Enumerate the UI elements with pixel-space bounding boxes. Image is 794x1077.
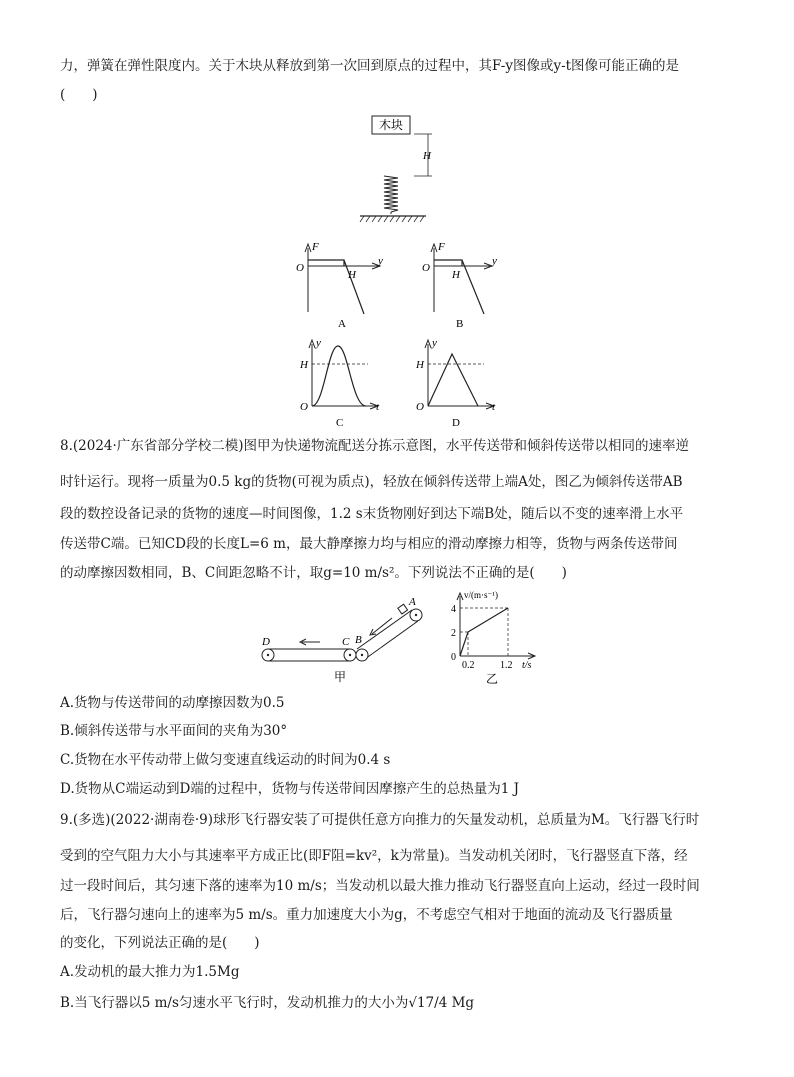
axis-label: t/s xyxy=(522,660,532,671)
wood-block-label: 木块 xyxy=(378,118,404,132)
graph-curve xyxy=(312,346,366,406)
origin-label: O xyxy=(300,401,308,413)
q7-answer-bracket: ( ) xyxy=(60,87,98,103)
option-caption: C xyxy=(336,417,344,429)
q7-option-a-graph xyxy=(280,238,390,330)
tick-label: 0 xyxy=(451,652,456,663)
q8-stem-line: 8.(2024·广东省部分学校二模)图甲为快递物流配送分拣示意图，水平传送带和倾斜传送带以相同的速率逆 xyxy=(60,438,690,454)
option-caption: D xyxy=(452,417,460,429)
axis-label: y xyxy=(492,255,497,267)
q8-stem-line: 段的数控设备记录的货物的速度—时间图像，1.2 s末货物刚好到达下端B处，随后以不变的速率滑上水平 xyxy=(60,506,684,522)
axis-label: y xyxy=(316,337,321,349)
height-label: H xyxy=(423,150,431,162)
q9-stem-line: 受到的空气阻力大小与其速率平方成正比(即F阻=kv²，k为常量)。当发动机关闭时，飞行器竖直下落，经 xyxy=(60,848,688,864)
q8-option-c: C.货物在水平传动带上做匀变速直线运动的时间为0.4 s xyxy=(60,752,391,768)
axis-label: F xyxy=(312,241,319,253)
axis-label: t xyxy=(492,401,496,413)
graph-curve xyxy=(428,354,478,406)
tick-label: 1.2 xyxy=(500,660,513,671)
spring xyxy=(384,176,398,212)
axis-label: y xyxy=(378,255,383,267)
point-label: B xyxy=(355,634,362,646)
q8-vt-graph-yi xyxy=(444,590,548,686)
figure-caption: 甲 xyxy=(334,670,347,684)
q8-option-b: B.倾斜传送带与水平面间的夹角为30° xyxy=(60,723,288,739)
option-caption: B xyxy=(456,318,464,330)
q9-option-b: B.当飞行器以5 m/s匀速水平飞行时，发动机推力的大小为√17/4 Mg xyxy=(60,995,475,1011)
q9-stem-line: 过一段时间后，其匀速下落的速率为10 m/s；当发动机以最大推力推动飞行器竖直向上运动，经过一段时间 xyxy=(60,878,700,894)
point-label: C xyxy=(342,636,350,648)
axis-label: F xyxy=(438,241,445,253)
cargo-box xyxy=(398,604,408,614)
q9-stem-line: 9.(多选)(2022·湖南卷·9)球形飞行器安装了可提供任意方向推力的矢量发动机，总质量为M。飞行器飞行时 xyxy=(60,812,700,828)
axis-label: y xyxy=(432,337,437,349)
q8-conveyor-figure-jia xyxy=(254,596,438,686)
q8-stem-line: 时针运行。现将一质量为0.5 kg的货物(可视为质点)，轻放在倾斜传送带上端A处，图乙为倾斜传送带AB xyxy=(60,474,683,490)
q8-option-a: A.货物与传送带间的动摩擦因数为0.5 xyxy=(60,695,285,711)
q7-option-d-graph xyxy=(404,336,504,430)
point-label: A xyxy=(409,596,416,608)
origin-label: O xyxy=(422,262,430,274)
figure-caption: 乙 xyxy=(486,672,499,686)
tick-label: H xyxy=(348,269,356,281)
tick-label: H xyxy=(452,269,460,281)
tick-label: 4 xyxy=(451,604,456,615)
q7-option-b-graph xyxy=(406,238,516,330)
q7-option-c-graph xyxy=(288,336,388,430)
axis-label: v/(m·s⁻¹) xyxy=(464,590,498,600)
q8-stem-line: 传送带C端。已知CD段的长度L=6 m，最大静摩擦力均与相应的滑动摩擦力相等，货物与两条传送带间 xyxy=(60,536,678,552)
q7-stem-line: 力，弹簧在弹性限度内。关于木块从释放到第一次回到原点的过程中，其F-y图像或y-t图像可能正确的是 xyxy=(60,58,680,74)
origin-label: O xyxy=(296,262,304,274)
q8-option-d: D.货物从C端运动到D端的过程中，货物与传送带间因摩擦产生的总热量为1 J xyxy=(60,781,520,797)
tick-label: 0.2 xyxy=(462,660,475,671)
q9-option-a: A.发动机的最大推力为1.5Mg xyxy=(60,964,240,980)
axis-label: t xyxy=(376,401,380,413)
origin-label: O xyxy=(416,401,424,413)
point-label: D xyxy=(262,636,270,648)
option-caption: A xyxy=(338,318,346,330)
tick-label: 2 xyxy=(451,628,456,639)
tick-label: H xyxy=(300,359,308,371)
q7-block-spring-figure xyxy=(340,110,460,228)
tick-label: H xyxy=(416,359,424,371)
q8-stem-line: 的动摩擦因数相同，B、C间距忽略不计，取g=10 m/s²。下列说法不正确的是( ) xyxy=(60,565,567,581)
q9-stem-line: 后，飞行器匀速向上的速率为5 m/s。重力加速度大小为g，不考虑空气相对于地面的流动及飞行器质量 xyxy=(60,907,673,923)
q9-stem-line: 的变化，下列说法正确的是( ) xyxy=(60,935,260,951)
